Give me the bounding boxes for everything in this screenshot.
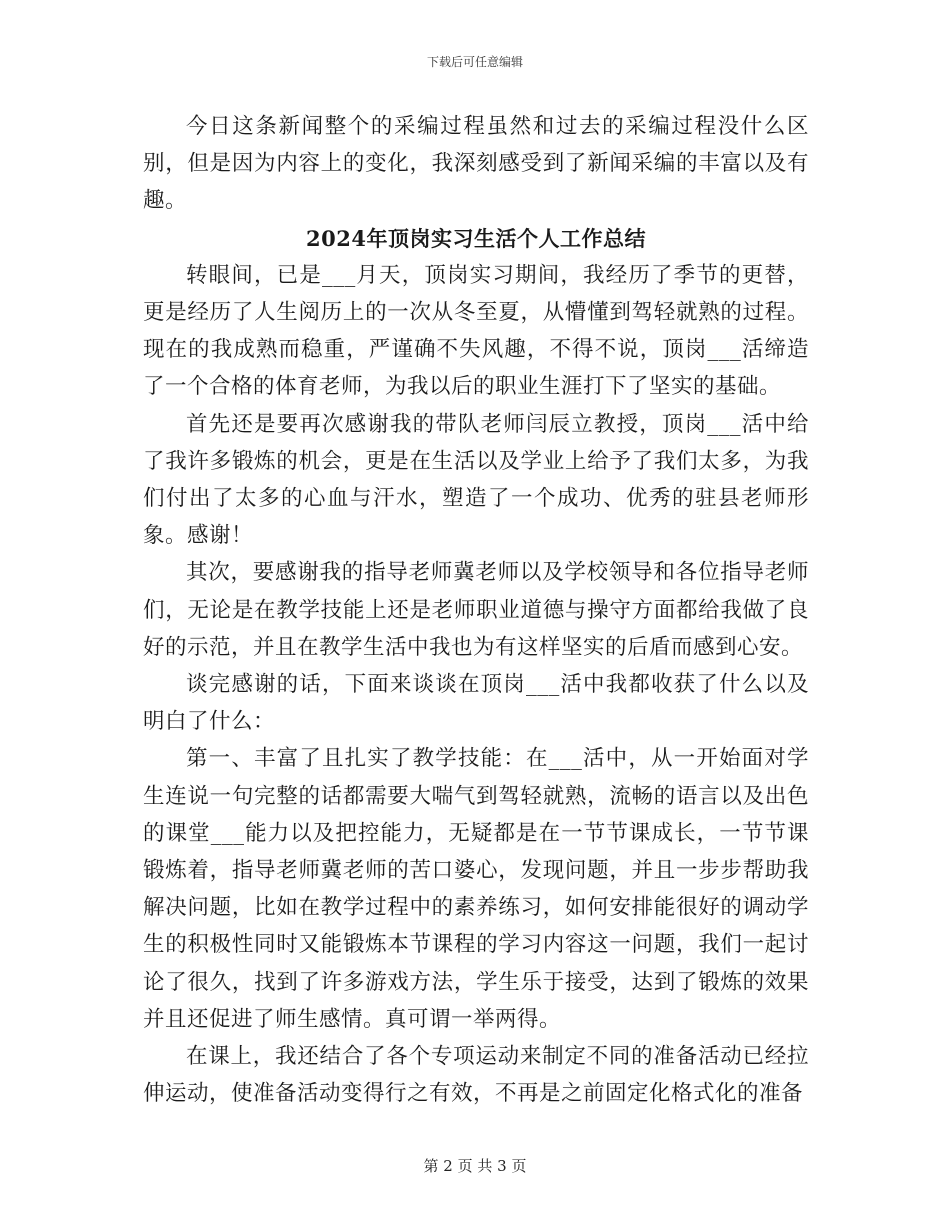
page-header: 下载后可任意编辑 — [426, 55, 523, 69]
body-paragraph-6: 在课上，我还结合了各个专项运动来制定不同的准备活动已经拉伸运动，使准备活动变得行之有效，不再是之前固定化格式化的准备 — [143, 1044, 809, 1107]
page-footer: 第 2 页 共 3 页 — [423, 1157, 527, 1175]
body-paragraph-2: 首先还是要再次感谢我的带队老师闫辰立教授，顶岗___活中给了我许多锻炼的机会，更是在生活以及学业上给予了我们太多，为我们付出了太多的心血与汗水，塑造了一个成功、优秀的驻县老师形象。感谢！ — [143, 411, 809, 549]
intro-paragraph: 今日这条新闻整个的采编过程虽然和过去的采编过程没什么区别，但是因为内容上的变化，我深刻感受到了新闻采编的丰富以及有趣。 — [143, 114, 809, 214]
body-paragraph-4: 谈完感谢的话，下面来谈谈在顶岗___活中我都收获了什么以及明白了什么： — [143, 672, 809, 735]
body-paragraph-3: 其次，要感谢我的指导老师冀老师以及学校领导和各位指导老师们，无论是在教学技能上还是老师职业道德与操守方面都给我做了良好的示范，并且在教学生活中我也为有这样坚实的后盾而感到心安。 — [143, 560, 809, 660]
document-title: 2024年顶岗实习生活个人工作总结 — [306, 225, 646, 251]
document-body — [143, 108, 809, 1112]
body-paragraph-1: 转眼间，已是___月天，顶岗实习期间，我经历了季节的更替，更是经历了人生阅历上的一次从冬至夏，从懵懂到驾轻就熟的过程。现在的我成熟而稳重，严谨确不失风趣，不得不说，顶岗___活缔造了一个合格的体育老师，为我以后的职业生涯打下了坚实的基础。 — [143, 262, 809, 400]
body-paragraph-5: 第一、丰富了且扎实了教学技能：在___活中，从一开始面对学生连说一句完整的话都需要大喘气到驾轻就熟，流畅的语言以及出色的课堂___能力以及把控能力，无疑都是在一节节课成长，一节节课锻炼着，指导老师冀老师的苦口婆心，发现问题，并且一步步帮助我解决问题，比如在教学过程中的素养练习，如何安排能很好的调动学生的积极性同时又能锻炼本节课程的学习内容这一问题，我们一起讨论了很久，找到了许多游戏方法，学生乐于接受，达到了锻炼的效果并且还促进了师生感情。真可谓一举两得。 — [143, 746, 809, 1032]
